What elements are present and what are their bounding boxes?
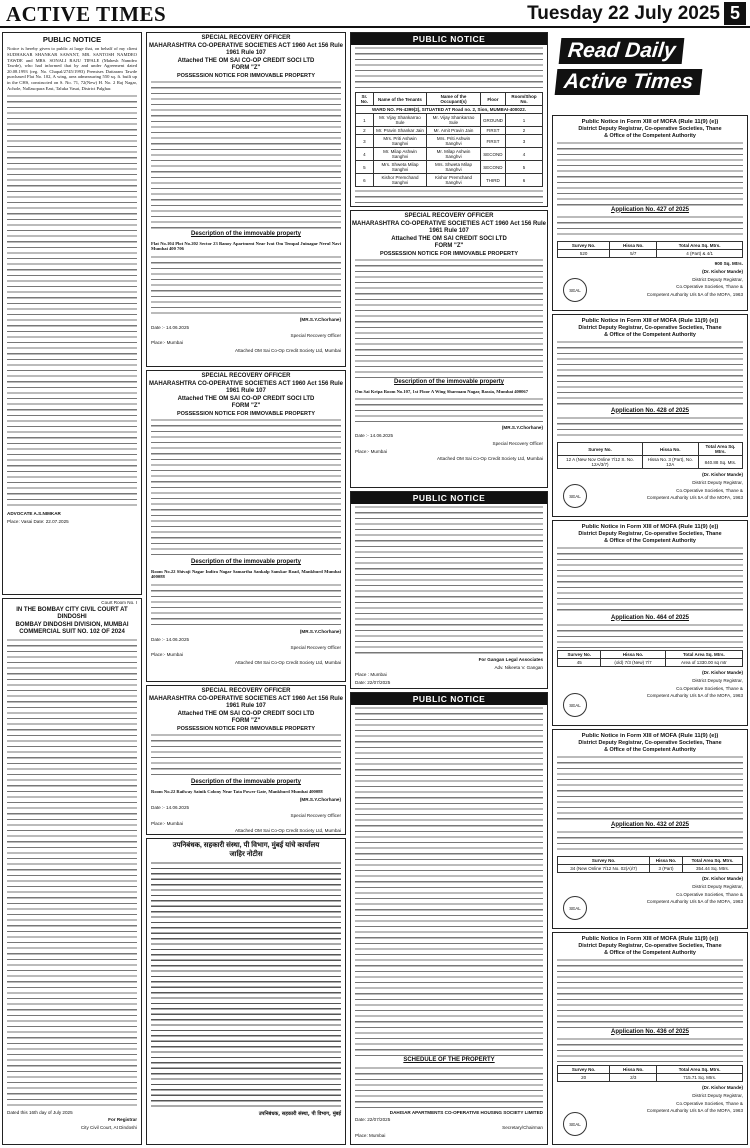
table-row xyxy=(356,174,543,187)
application-number: Application No. 436 of 2025 xyxy=(610,1028,690,1035)
table-cell: Mr. Amit Pravin Jain xyxy=(427,127,481,135)
notice-date: Date: 22/07/2025 xyxy=(355,1117,391,1123)
signer-name: (Dr. Kishor Mande) xyxy=(702,472,743,478)
table-cell: Mrs. Priti Ashwin Sanghvi xyxy=(373,135,426,148)
notice-body-text xyxy=(151,733,341,778)
survey-cell: 3 (Part) xyxy=(650,865,683,873)
application-number: Application No. 464 of 2025 xyxy=(610,614,690,621)
possession-notice-1 xyxy=(146,32,346,367)
table-cell: 6 xyxy=(356,174,374,187)
court-date: Dated this 16th day of July 2025 xyxy=(7,1109,73,1115)
table-cell: Mrs. Shweta Milap Sanghvi xyxy=(427,161,481,174)
notice-body-text xyxy=(151,80,341,230)
property-description-heading: Description of the immovable property xyxy=(190,559,302,566)
survey-header-cell: Total Area Sq. Mtrs. xyxy=(665,651,742,659)
possession-notice-3 xyxy=(146,685,346,835)
advocate-signature: ADVOCATE A.S.NIMKAR xyxy=(7,511,61,517)
survey-header-cell: Hissa No. xyxy=(650,857,683,865)
survey-header-cell: Total Area Sq. Mtrs. xyxy=(682,857,742,865)
notice-spacer-text xyxy=(355,397,543,423)
application-number: Application No. 427 of 2025 xyxy=(610,206,690,213)
notice-body-text xyxy=(355,46,543,90)
mofa-title: Public Notice in Form XIII of MOFA (Rule 11(9) (e)) xyxy=(581,733,719,739)
schedule-text xyxy=(355,1066,543,1108)
property-description-heading: Description of the immovable property xyxy=(190,231,302,238)
survey-table xyxy=(557,241,743,258)
mofa-subtitle: District Deputy Registrar, Co-operative Societies, Thane xyxy=(578,943,722,950)
officer-office: Attached OM Sai Co-Op Credit Society Ltd, Mumbai xyxy=(235,660,341,665)
survey-cell: 20 xyxy=(558,1074,610,1082)
notice-body-text xyxy=(151,418,341,558)
court-summons-col1 xyxy=(2,598,142,1145)
tenants-table xyxy=(355,92,543,187)
survey-header-cell: Total Area Sq. Mtrs. xyxy=(657,242,743,250)
notice-act-heading: MAHARASHTRA CO-OPERATIVE SOCIETIES ACT 1960 Act 156 Rule 1961 Rule 107 xyxy=(149,695,343,709)
notice-place: Place : Mumbai xyxy=(355,672,387,678)
table-cell: THIRD xyxy=(480,174,505,187)
mofa-body-text xyxy=(557,623,743,648)
table-cell: 3 xyxy=(356,135,374,148)
officer-office: Attached OM Sai Co-Op Credit Society Ltd, Mumbai xyxy=(235,348,341,353)
notice-title: POSSESSION NOTICE FOR IMMOVABLE PROPERTY xyxy=(379,250,519,257)
application-number: Application No. 432 of 2025 xyxy=(610,821,690,828)
court-title: IN THE BOMBAY CITY CIVIL COURT AT DINDOSHI xyxy=(16,606,128,621)
notice-act-heading: MAHARASHTRA CO-OPERATIVE SOCIETIES ACT 1960 Act 156 Rule 1961 Rule 107 xyxy=(352,220,546,234)
table-cell: 4 xyxy=(505,148,542,161)
col-occupant: Name of the Occupant(s) xyxy=(427,93,481,106)
mofa-body-text xyxy=(557,755,743,821)
survey-cell: 5/7 xyxy=(610,250,657,258)
mofa-subtitle: District Deputy Registrar, Co-operative Societies, Thane xyxy=(578,126,722,133)
officer-office: Attached OM Sai Co-Op Credit Society Ltd, Mumbai xyxy=(235,828,341,834)
survey-table xyxy=(557,650,743,667)
table-row xyxy=(356,135,543,148)
court-signature: For Registrar xyxy=(108,1117,137,1123)
signer-role-2: Co.Operative Societies, Thane & xyxy=(676,891,743,897)
public-notice-legal xyxy=(350,491,548,689)
notice-title: POSSESSION NOTICE FOR IMMOVABLE PROPERTY xyxy=(176,410,316,417)
table-cell: Mr. Vijay Shankarrao Sule xyxy=(373,114,426,127)
survey-header-cell: Total Area Sq. Mtrs. xyxy=(698,443,742,456)
survey-header-cell: Hissa No. xyxy=(610,242,657,250)
page-number: 5 xyxy=(724,2,746,25)
survey-cell: 45 xyxy=(558,659,601,667)
survey-header-cell: Survey No. xyxy=(558,242,610,250)
table-row xyxy=(356,127,543,135)
notice-intro: Notice is hereby given to public at large that, on behalf of my client SUDHAKAR SHANKAR SAWANT, MR. SANTOSH NAMDEO TAWDE and MRS. SONALI RAJU TIPALE (Mahesh Namdeo Tawde), who had informed that by and under Agreement dated 20.08.1993 (reg. No. Chapal/2745/1993) Premises Dattaram Tawde purchased Flat No. 102, A wing, area admeasuring 550 sq. ft. built up in the CHS, constructed on S. No. 71, 72(New) H. No. 2 Raj Nagar, Achole, Nallasopara East, Taluka Vasai, District Palghar. xyxy=(7,46,137,91)
notice-society-heading: Attached THE OM SAI CO-OP CREDIT SOCI LTD xyxy=(177,710,315,717)
notice-date: Date :- 14.06.2025 xyxy=(151,636,190,642)
court-room: Court Room No. I xyxy=(101,600,137,605)
application-number: Application No. 428 of 2025 xyxy=(610,407,690,414)
mofa-body-text xyxy=(557,416,743,440)
notice-society-heading: Attached THE OM SAI CREDIT SOCI LTD xyxy=(391,235,507,242)
property-description-heading: Description of the immovable property xyxy=(393,379,505,386)
signer-role-2: Co.Operative Societies, Thane & xyxy=(676,487,743,493)
property-description: Room No.22 Shivaji Nagar Indira Nagar Samartha Sankalp Sanskar Road, Mankhurd Mumbai 400088 xyxy=(151,568,341,580)
table-row xyxy=(356,148,543,161)
signer-name: (Dr. Kishor Mande) xyxy=(702,876,743,882)
table-cell: SECOND xyxy=(480,148,505,161)
notice-spacer-text xyxy=(151,255,341,315)
notice-title: POSSESSION NOTICE FOR IMMOVABLE PROPERTY xyxy=(176,725,316,732)
survey-cell: 840.88 Sq. Mts. xyxy=(698,456,742,469)
notice-society-heading: Attached THE OM SAI CO-OP CREDIT SOCI LTD xyxy=(177,395,315,402)
signer-role-3: Competent Authority U/s 5A of the MOFA, 1963 xyxy=(646,693,743,699)
table-cell: 3 xyxy=(505,135,542,148)
schedule-heading: SCHEDULE OF THE PROPERTY xyxy=(403,1057,495,1063)
notice-heading: PUBLIC NOTICE xyxy=(351,693,547,705)
survey-table xyxy=(557,856,743,873)
table-row xyxy=(558,1074,743,1082)
notice-form: FORM "Z" xyxy=(434,243,464,249)
mofa-notice xyxy=(552,314,748,517)
table-cell: Mr. Milap Ashwin Sanghvi xyxy=(373,148,426,161)
seal-stamp: SEAL xyxy=(563,693,587,717)
notice-place-date: Place: Vasai Date: 22.07.2025 xyxy=(7,518,69,524)
notice-place: Place:- Mumbai xyxy=(151,652,183,658)
survey-table-header xyxy=(558,651,743,659)
marathi-notice-title: उपनिबंधक, सहकारी संस्था, पी विभाग, मुंबई यांचे कार्यालय xyxy=(172,842,320,849)
ward-row: WARD NO. FN-4399(2), SITUATED AT Road no. 2, Sion, MUMBAI-400022. xyxy=(356,106,543,114)
notice-body-text xyxy=(355,505,543,655)
signer-role-3: Competent Authority U/s 5A of the MOFA, 1963 xyxy=(646,292,743,298)
legal-firm: For Gangan Legal Associates xyxy=(478,657,543,662)
mofa-notice xyxy=(552,932,748,1145)
survey-cell: (old) 7/3 (New) 7/7 xyxy=(601,659,665,667)
table-cell: Kishor Premchand Sanghvi xyxy=(427,174,481,187)
survey-cell: 2/3 xyxy=(610,1074,657,1082)
mofa-title: Public Notice in Form XIII of MOFA (Rule 11(9) (e)) xyxy=(581,524,719,530)
survey-cell: 715.71 Sq. Mtrs. xyxy=(657,1074,743,1082)
notice-body-text xyxy=(355,258,543,378)
survey-header-cell: Survey No. xyxy=(558,443,643,456)
signer-name: (Dr. Kishor Mande) xyxy=(702,1085,743,1091)
notice-body-text xyxy=(355,706,543,1056)
read-daily-logo xyxy=(552,32,750,112)
mofa-subtitle: District Deputy Registrar, Co-operative Societies, Thane xyxy=(578,531,722,538)
advocate-name: Adv. Nikeeta V. Gangan xyxy=(494,664,543,670)
mofa-body-text xyxy=(557,215,743,239)
mofa-body-text xyxy=(557,1037,743,1063)
seal-stamp: SEAL xyxy=(563,484,587,508)
notice-society-heading: Attached THE OM SAI CO-OP CREDIT SOCI LTD xyxy=(177,57,315,64)
notice-date: Date :- 14.06.2025 xyxy=(355,433,394,439)
possession-notice-2 xyxy=(146,370,346,682)
property-description: Flat No.104 Plot No.202 Sector 23 Banoy Apartment Near Ivat Om Tempal Juinagar Nerul Navi Mumbai 400 706 xyxy=(151,240,341,252)
signer-role-3: Competent Authority U/s 5A of the MOFA, 1963 xyxy=(646,899,743,905)
signer-role: District Deputy Registrar, xyxy=(692,883,743,889)
survey-header-cell: Survey No. xyxy=(558,857,650,865)
table-cell: 5 xyxy=(356,161,374,174)
officer-role: Special Recovery Officer xyxy=(290,332,341,338)
notice-act-heading: MAHARASHTRA CO-OPERATIVE SOCIETIES ACT 1960 Act 156 Rule 1961 Rule 107 xyxy=(149,42,343,56)
signer-role-3: Competent Authority U/s 5A of the MOFA, 1963 xyxy=(646,495,743,501)
mofa-body-text xyxy=(557,340,743,407)
survey-cell: 34 (New Online 7/12 No. 02(A)/7) xyxy=(558,865,650,873)
notice-form: FORM "Z" xyxy=(231,65,261,71)
mofa-subtitle: District Deputy Registrar, Co-operative Societies, Thane xyxy=(578,325,722,332)
table-row xyxy=(356,114,543,127)
signer-role: District Deputy Registrar, xyxy=(692,677,743,683)
mofa-subtitle-2: & Office of the Competent Authority xyxy=(604,331,696,338)
notice-officer-heading: SPECIAL RECOVERY OFFICER xyxy=(201,688,291,694)
table-cell: 5 xyxy=(505,161,542,174)
issue-date: Tuesday 22 July 2025 xyxy=(527,3,720,24)
table-cell: 4 xyxy=(356,148,374,161)
survey-header-cell: Hissa No. xyxy=(601,651,665,659)
table-cell: 2 xyxy=(505,127,542,135)
table-row xyxy=(558,659,743,667)
total-area: 900 Sq. Mtrs. xyxy=(714,261,743,267)
notice-form: FORM "Z" xyxy=(231,403,261,409)
notice-place: Place:- Mumbai xyxy=(151,340,183,346)
tenants-table-header xyxy=(356,93,543,106)
logo-line-1: Read Daily xyxy=(559,38,685,64)
survey-header-cell: Survey No. xyxy=(558,651,601,659)
survey-cell: 4 (Part) & 4/1 xyxy=(657,250,743,258)
officer-name: (MR.S.Y.Chorhane) xyxy=(299,629,341,635)
notice-act-heading: MAHARASHTRA CO-OPERATIVE SOCIETIES ACT 1960 Act 156 Rule 1961 Rule 107 xyxy=(149,380,343,394)
public-notice-society xyxy=(350,692,548,1145)
logo-line-2: Active Times xyxy=(555,69,703,95)
table-cell: Mr. Milap Ashwin Sanghvi xyxy=(427,148,481,161)
col-room: Room/Shop No. xyxy=(505,93,542,106)
signer-role-2: Co.Operative Societies, Thane & xyxy=(676,284,743,290)
seal-stamp: SEAL xyxy=(563,278,587,302)
court-signature-place: City Civil Court, At Dindoshi xyxy=(80,1125,137,1131)
mofa-subtitle-2: & Office of the Competent Authority xyxy=(604,949,696,956)
mofa-title: Public Notice in Form XIII of MOFA (Rule 11(9) (e)) xyxy=(581,119,719,125)
mofa-title: Public Notice in Form XIII of MOFA (Rule 11(9) (e)) xyxy=(581,318,719,324)
survey-table-header xyxy=(558,242,743,250)
public-notice-tenants xyxy=(350,32,548,207)
table-cell: 1 xyxy=(356,114,374,127)
survey-table xyxy=(557,442,743,469)
table-cell: Mr. Pravin Shankar Jain xyxy=(373,127,426,135)
signer-role: District Deputy Registrar, xyxy=(692,479,743,485)
notice-form: FORM "Z" xyxy=(231,718,261,724)
table-cell: Kishor Premchand Sanghvi xyxy=(373,174,426,187)
survey-header-cell: Total Area Sq. Mtrs. xyxy=(657,1066,743,1074)
officer-role: Special Recovery Officer xyxy=(492,440,543,446)
notice-spacer-text xyxy=(151,583,341,627)
court-subtitle: BOMBAY DINDOSHI DIVISION, MUMBAI COMMERCIAL SUIT NO. 102 OF 2024 xyxy=(15,621,129,636)
signer-name: (Dr. Kishor Mande) xyxy=(702,268,743,274)
table-row xyxy=(558,865,743,873)
notice-officer-heading: SPECIAL RECOVERY OFFICER xyxy=(404,213,494,219)
mofa-notice xyxy=(552,115,748,311)
notice-heading: PUBLIC NOTICE xyxy=(351,33,547,45)
notice-date: Date :- 14.06.2025 xyxy=(151,805,190,811)
public-notice-col1 xyxy=(2,32,142,595)
mofa-body-text xyxy=(557,546,743,614)
officer-role: Special Recovery Officer xyxy=(290,812,341,818)
table-cell: 2 xyxy=(356,127,374,135)
table-cell: Mrs. Priti Ashwin Sanghvi xyxy=(427,135,481,148)
notice-heading: PUBLIC NOTICE xyxy=(42,35,102,44)
officer-name: (MR.S.Y.Chorhane) xyxy=(299,797,341,803)
seal-stamp: SEAL xyxy=(563,896,587,920)
survey-header-cell: Hissa No. xyxy=(610,1066,657,1074)
notice-place: Place:- Mumbai xyxy=(151,820,183,826)
marathi-notice-signature: उपनिबंधक, सहकारी संस्था, पी विभाग, मुंबई xyxy=(258,1110,341,1117)
marathi-notice xyxy=(146,838,346,1145)
table-cell: FIRST xyxy=(480,127,505,135)
survey-cell: 354.44 Sq. Mtrs. xyxy=(682,865,742,873)
col-sr: Sr. No. xyxy=(356,93,374,106)
masthead xyxy=(0,0,750,28)
notice-officer-heading: SPECIAL RECOVERY OFFICER xyxy=(201,373,291,379)
mofa-body-text xyxy=(557,830,743,854)
society-signatory: Secretary/Chairman xyxy=(502,1124,543,1130)
notice-title: POSSESSION NOTICE FOR IMMOVABLE PROPERTY xyxy=(176,72,316,79)
table-cell: SECOND xyxy=(480,161,505,174)
table-row xyxy=(558,250,743,258)
table-cell: Mrs. Shweta Milap Sanghvi xyxy=(373,161,426,174)
survey-table-header xyxy=(558,443,743,456)
property-description: Room No.22 Railway Sainik Colony Near Tata Power Gate, Mankhurd Mumbai 400088 xyxy=(151,788,323,794)
survey-table xyxy=(557,1065,743,1082)
notice-place: Place: Mumbai xyxy=(355,1132,386,1138)
table-cell: 6 xyxy=(505,174,542,187)
notice-place: Place:- Mumbai xyxy=(355,448,387,454)
signer-role-2: Co.Operative Societies, Thane & xyxy=(676,685,743,691)
notice-date: Date: 22/07/2025 xyxy=(355,680,391,686)
survey-cell: 12 A (New Nov Online 7/12 S. No. 12A/3/7) xyxy=(558,456,643,469)
signer-role-3: Competent Authority U/s 5A of the MOFA, 1963 xyxy=(646,1108,743,1114)
mofa-subtitle-2: & Office of the Competent Authority xyxy=(604,537,696,544)
mofa-subtitle-2: & Office of the Competent Authority xyxy=(604,132,696,139)
property-description-heading: Description of the immovable property xyxy=(190,779,302,786)
signer-name: (Dr. Kishor Mande) xyxy=(702,670,743,676)
mofa-notice xyxy=(552,729,748,929)
notice-date: Date :- 14.06.2025 xyxy=(151,324,190,330)
signer-role: District Deputy Registrar, xyxy=(692,276,743,282)
officer-office: Attached OM Sai Co-Op Credit Society Ltd, Mumbai xyxy=(437,456,543,462)
property-description: Om Sai Kripa Room No.107, 1st Floor A Wing Sharmam Nagar, Bassia, Mumbai 400067 xyxy=(355,388,529,394)
court-body-text xyxy=(7,638,137,1108)
officer-name: (MR.S.Y.Chorhane) xyxy=(299,317,341,323)
mofa-body-text xyxy=(557,141,743,206)
col-tenant: Name of the Tenants xyxy=(373,93,426,106)
officer-role: Special Recovery Officer xyxy=(290,644,341,650)
seal-stamp: SEAL xyxy=(563,1112,587,1136)
notice-body-text xyxy=(355,189,543,207)
survey-cell: Area of 1330.00 sq mtr xyxy=(665,659,742,667)
mofa-title: Public Notice in Form XIII of MOFA (Rule 11(9) (e)) xyxy=(581,936,719,942)
survey-table-header xyxy=(558,1066,743,1074)
table-row xyxy=(356,161,543,174)
table-row xyxy=(558,456,743,469)
mofa-subtitle: District Deputy Registrar, Co-operative Societies, Thane xyxy=(578,740,722,747)
survey-header-cell: Survey No. xyxy=(558,1066,610,1074)
table-cell: 1 xyxy=(505,114,542,127)
newspaper-title: ACTIVE TIMES xyxy=(6,2,167,26)
mofa-body-text xyxy=(557,958,743,1028)
signer-role-2: Co.Operative Societies, Thane & xyxy=(676,1100,743,1106)
society-name: DAHISAR APARTMENTS CO-OPERATIVE HOUSING SOCIETY LIMITED xyxy=(389,1109,543,1115)
table-cell: FIRST xyxy=(480,135,505,148)
officer-name: (MR.S.Y.Chorhane) xyxy=(501,425,543,431)
table-cell: GROUND xyxy=(480,114,505,127)
survey-header-cell: Hissa No. xyxy=(642,443,698,456)
notice-officer-heading: SPECIAL RECOVERY OFFICER xyxy=(201,35,291,41)
marathi-notice-subject: जाहिर नोटीस xyxy=(229,850,263,858)
survey-cell: Hissa No. 3 (Part), No. 12A xyxy=(642,456,698,469)
col-floor: Floor xyxy=(480,93,505,106)
survey-table-header xyxy=(558,857,743,865)
notice-body-text xyxy=(7,94,137,509)
mofa-notice xyxy=(552,520,748,726)
table-cell: Mr. Vijay Shankarrao Sule xyxy=(427,114,481,127)
mofa-subtitle-2: & Office of the Competent Authority xyxy=(604,746,696,753)
marathi-notice-body xyxy=(151,861,341,1109)
survey-cell: 520 xyxy=(558,250,610,258)
possession-notice-4 xyxy=(350,210,548,488)
signer-role: District Deputy Registrar, xyxy=(692,1092,743,1098)
notice-heading: PUBLIC NOTICE xyxy=(351,492,547,504)
